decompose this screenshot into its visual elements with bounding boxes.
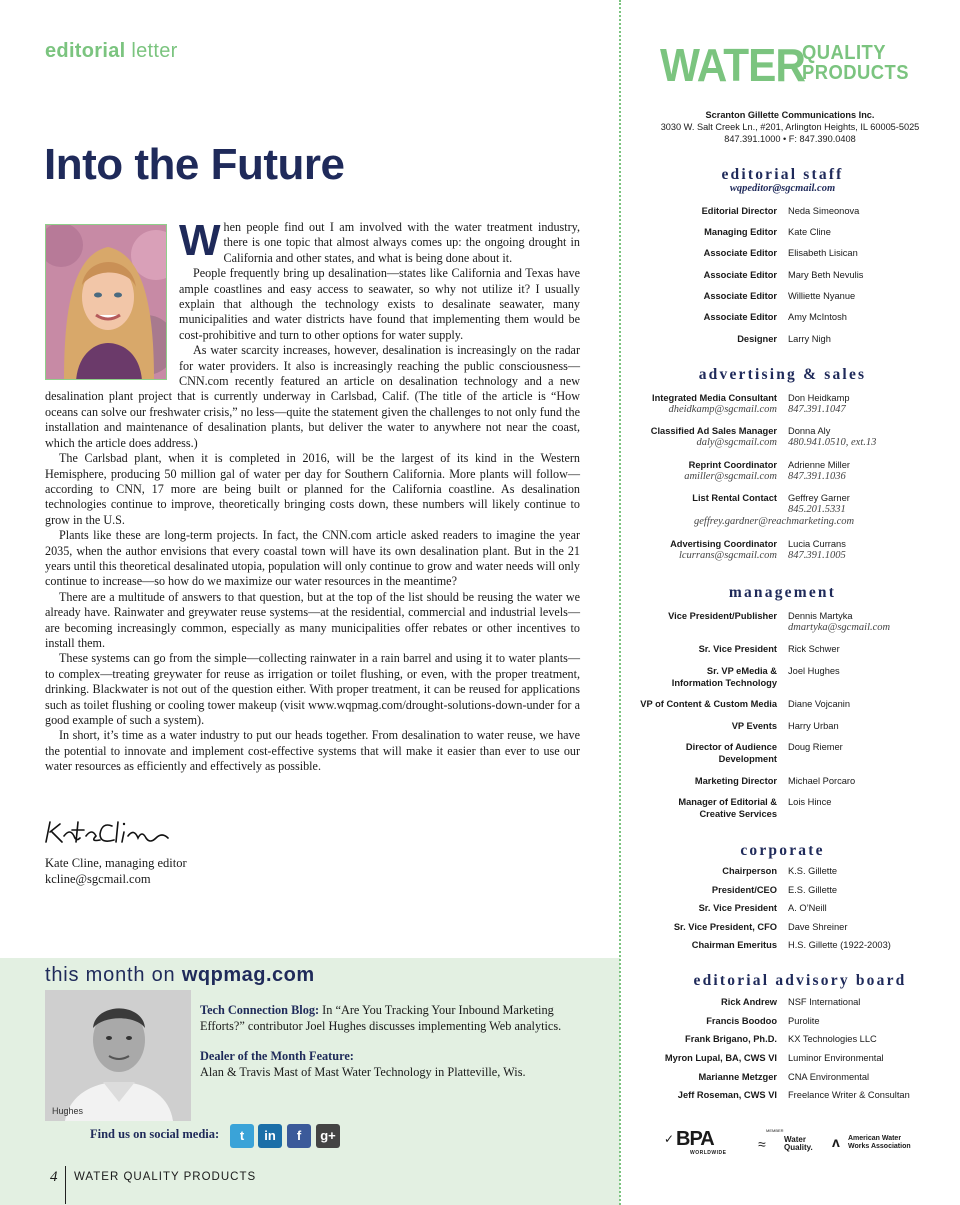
this-month-heading: this month on wqpmag.com <box>45 964 315 986</box>
awwa-logo: ʌ American Water Works Association <box>832 1134 911 1150</box>
management-heading: management <box>728 584 837 601</box>
bpa-logo: ✓ BPA WORLDWIDE <box>664 1128 727 1156</box>
article-paragraph: As water scarcity increases, however, desalination is increasingly on the radar for water providers. It also is increasingly reaching the public consciousness—CNN.com recently featured an article on desalination technology and a new desalination plant project that is currently underway in Carlsbad, Calif. (The title of the article is “How oceans can solve our freshwater crisis,” no less—quite the statement given the challenges to not only fund the installation and maintenance of desalination plants, but deliver the water to anywhere not near the coast, which the article does address.) <box>45 343 580 450</box>
site-link[interactable]: wqpmag.com <box>181 964 315 986</box>
page-title: Into the Future <box>44 140 345 189</box>
editorial-email[interactable]: wqpeditor@sgcmail.com <box>729 183 836 194</box>
signoff-name: Kate Cline, managing editor <box>45 856 187 870</box>
column-divider <box>619 0 621 1205</box>
facebook-icon[interactable]: f <box>287 1124 311 1148</box>
wqa-logo: MEMBER ≈ Water Quality. <box>758 1128 813 1152</box>
member-logos <box>660 1130 920 1160</box>
corporate-heading: corporate <box>740 842 825 859</box>
blog-blurb: Tech Connection Blog: In “Are You Tracking Your Inbound Marketing Efforts?” contributor Joel Hughes discusses implementing Web analytics. <box>200 1003 562 1033</box>
article-paragraph: In short, it’s time as a water industry to put our heads together. From desalination to water reuse, we have the potential to innovate and implement cost-effective systems that will make it easier than ever to use our water resources as efficiently and effectively as possible. <box>45 728 580 774</box>
advisory-heading: editorial advisory board <box>693 972 907 989</box>
editorial-staff-heading: editorial staff <box>721 166 844 183</box>
drop-cap: W <box>179 216 221 265</box>
publisher-name: Scranton Gillette Communications Inc. <box>705 110 875 120</box>
article-paragraph: The Carlsbad plant, when it is completed in 2016, will be the largest of its kind in the Western Hemisphere, producing 50 million gal of water per day for Southern California. More plants will follow—according to CNN, 17 more are being built or planned for the California coastline. As desalination technologies continue to improve, theoretically bringing costs down, these numbers will likely continue to grow in the U.S. <box>45 451 580 527</box>
article-paragraph: People frequently bring up desalination—states like California and Texas have ample coastlines and easy access to seawater, so why not utilize it? I usually explain that although the technology exists to desalinate seawater, many municipalities and water districts have found that implementing them would be cost-prohibitive and turn to other options for water supply. <box>179 266 580 342</box>
article-paragraph: There are a multitude of answers to that question, but at the top of the list should be reusing the water we already have. Rainwater and greywater reuse systems—at the residential, commercial and industrial levels—are becoming increasingly common, especially as many municipalities offer rebates or other incentives to install them. <box>45 589 580 650</box>
social-label: Find us on social media: <box>90 1127 220 1141</box>
publisher-address: 3030 W. Salt Creek Ln., #201, Arlington Heights, IL 60005-5025 <box>660 122 920 132</box>
article-body: When people find out I am involved with the water treatment industry, there is one topic that almost always comes up: the ongoing drought in California and other states, and what is being done about it. People frequently bring up desalination—states like California and Texas have ample coastlines and easy access to seawater, so why not utilize it? I usually explain that although the technology exists to desalinate seawater, many municipalities and water districts have found that implementing them would be cost-prohibitive and turn to other options for water supply. As water scarcity increases, however, desalination is increasingly on the radar for water providers. It also is increasingly reaching the public consciousness—CNN.com recently featured an article on desalination technology and a new desalination plant project that is currently underway in Carlsbad, Calif. (The title of the article is “How oceans can solve our freshwater crisis,” no less—quite the statement given the challenges to not only fund the installation and maintenance of desalination plants, but deliver the water to anywhere not near the coast, which the article does address.) The Carlsbad plant, when it is completed in 2016, will be the largest of its kind in the Western Hemisphere, producing 50 million gal of water per day for Southern California. More plants will follow—according to CNN, 17 more are being built or planned for the California coastline. As desalination technologies continue to improve, theoretically bringing costs down, these numbers will likely continue to grow in the U.S. Plants like these are long-term projects. In fact, the CNN.com article asked readers to imagine the year 2035, when the author envisions that every coastal town will have its own desalination plant. But in the 21 years until this theoretical desalinated utopia, population will only continue to grow and water needs will only continue to increase—so how do we maximize our water resources in the meantime? There are a multitude of answers to that question, but at the top of the list should be reusing the water we already have. Rainwater and greywater reuse systems—at the residential, commercial and industrial levels—are becoming increasingly common, especially as many municipalities offer rebates or other incentives to install them. These systems can go from the simple—collecting rainwater in a rain barrel and using it to water plants—to complex—treating greywater for reuse as irrigation or toilet flushing, or even, with the proper treatment, drinking. Blackwater is not out of the question either. With proper treatment, it can be reused for applications such as toilet flushing or cooling tower makeup (visit www.wqpmag.com/drought-solutions-down-under for a good example of such a system). In short, it’s time as a water industry to put our heads together. From desalination to water reuse, we have the potential to innovate and implement cost-effective systems that will make it easier than ever to use our water resources as efficiently and effectively as possible. <box>45 216 580 774</box>
article-paragraph: These systems can go from the simple—collecting rainwater in a rain barrel and using it to water plants—to complex—treating greywater for reuse as irrigation or toilet flushing, or even, with the proper treatment, drinking. Blackwater is not out of the question either. With proper treatment, it can be reused for applications such as toilet flushing or cooling tower makeup (visit www.wqpmag.com/drought-solutions-down-under for a good example of such a system). <box>45 651 580 727</box>
page-number: 4 <box>50 1169 58 1185</box>
googleplus-icon[interactable]: g+ <box>316 1124 340 1148</box>
linkedin-icon[interactable]: in <box>258 1124 282 1148</box>
blurb-title[interactable]: Tech Connection Blog: <box>200 1003 320 1017</box>
signoff <box>45 855 187 887</box>
sales-heading: advertising & sales <box>698 366 867 383</box>
publisher-phone: 847.391.1000 • F: 847.390.0408 <box>724 134 856 144</box>
signature <box>42 812 242 852</box>
signoff-email[interactable]: kcline@sgcmail.com <box>45 872 151 886</box>
section-label: editorial letter <box>45 40 178 62</box>
photo-caption: Hughes <box>52 1106 84 1116</box>
dealer-blurb: Dealer of the Month Feature: Alan & Travis Mast of Mast Water Technology in Platteville, Wis. <box>200 1049 590 1080</box>
brand-logo: WATER QUALITY PRODUCTS <box>660 39 909 91</box>
blurb-title[interactable]: Dealer of the Month Feature: <box>200 1049 354 1063</box>
publication-name: WATER QUALITY PRODUCTS <box>74 1171 257 1183</box>
footer-divider <box>65 1166 66 1204</box>
contributor-photo <box>45 990 191 1121</box>
article-paragraph: Plants like these are long-term projects. In fact, the CNN.com article asked readers to imagine the year 2035, when the author envisions that every coastal town will have its own desalination plant. But in the 21 years until this theoretical desalinated utopia, population will only continue to grow and water needs will only continue to increase—so how do we maximize our water resources in the meantime? <box>45 528 580 589</box>
twitter-icon[interactable]: t <box>230 1124 254 1148</box>
